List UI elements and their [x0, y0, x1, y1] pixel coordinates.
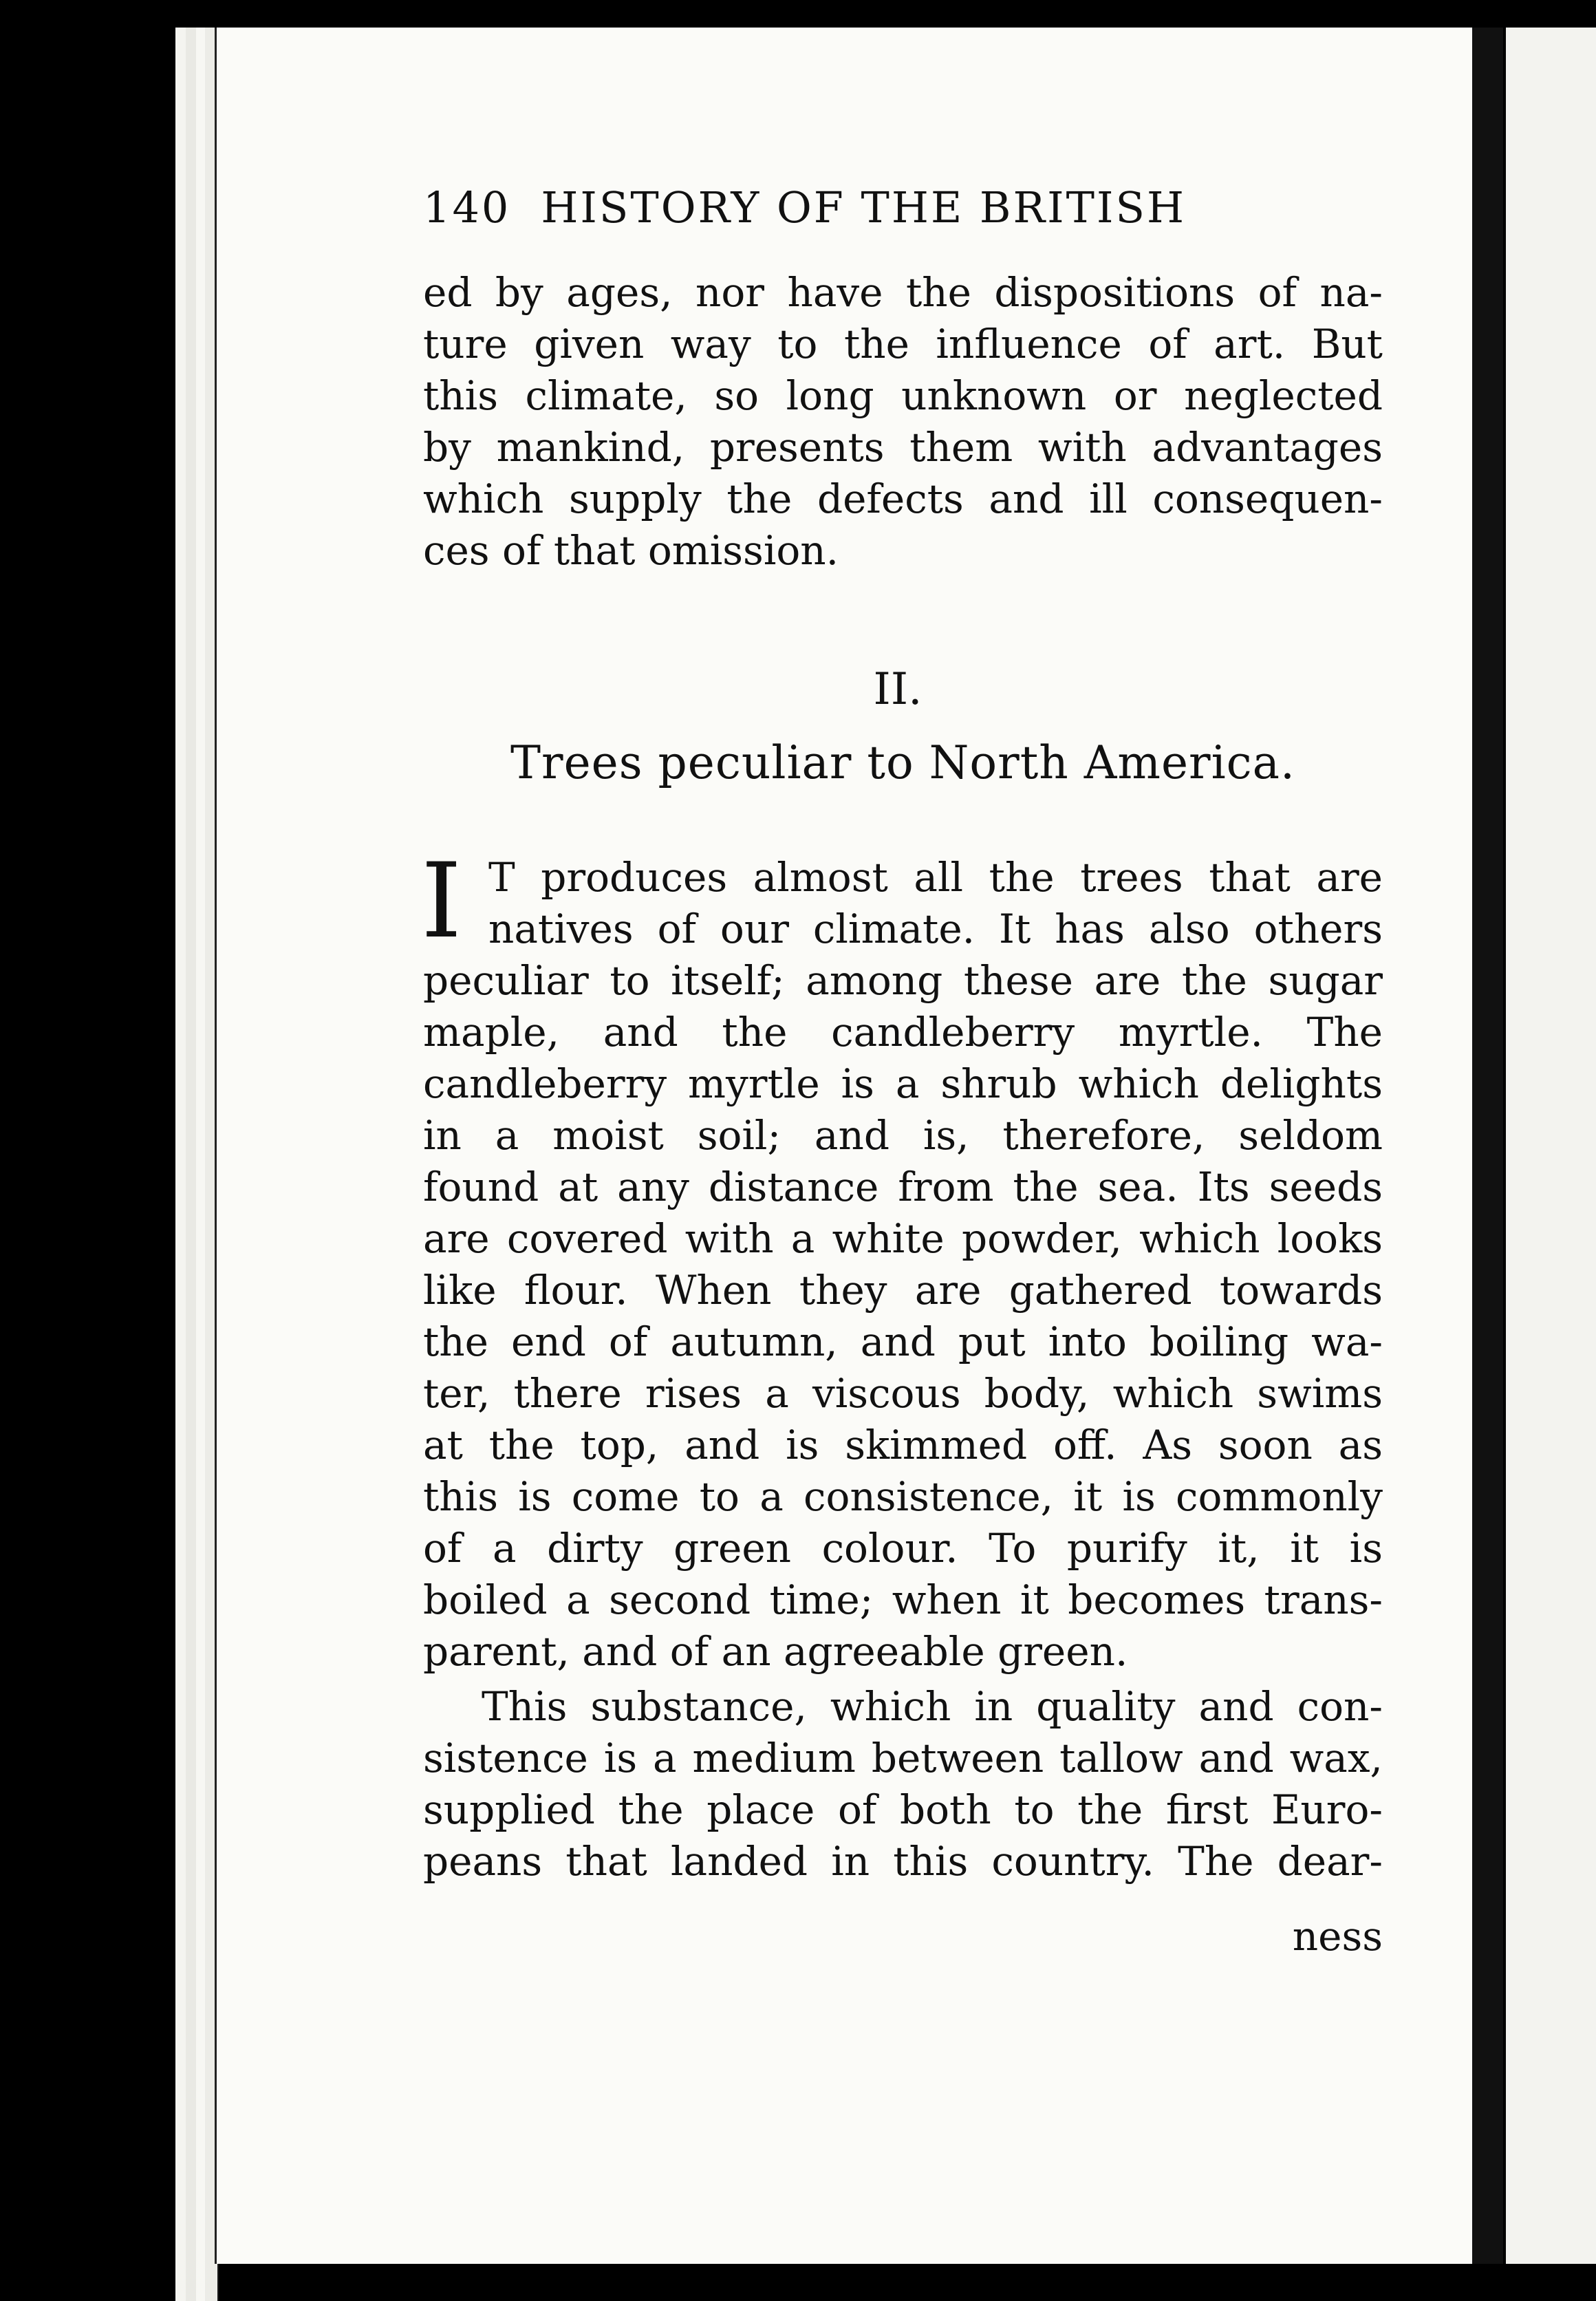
catchword: ness: [1292, 1913, 1383, 1960]
text-line: are covered with a white powder, which looks: [423, 1215, 1383, 1262]
text-line: which supply the defects and ill consequen-: [423, 475, 1383, 522]
text-line: the end of autumn, and put into boiling wa-: [423, 1318, 1383, 1365]
running-header: [423, 182, 1383, 233]
text-line: of a dirty green colour. To purify it, it is: [423, 1525, 1383, 1572]
text-line: this climate, so long unknown or neglected: [423, 372, 1383, 419]
text-line: by mankind, presents them with advantages: [423, 424, 1383, 471]
text-line: at the top, and is skimmed off. As soon as: [423, 1422, 1383, 1468]
text-line: peans that landed in this country. The dear-: [423, 1838, 1383, 1885]
running-title: HISTORY OF THE BRITISH: [541, 182, 1187, 233]
section-number: II.: [873, 664, 923, 715]
page-number: 140: [423, 182, 511, 233]
section-title: Trees peculiar to North America.: [510, 736, 1295, 789]
text-line: T produces almost all the trees that are: [488, 854, 1383, 901]
drop-cap: I: [421, 842, 462, 961]
text-line: in a moist soil; and is, therefore, seldom: [423, 1112, 1383, 1159]
text-line: like flour. When they are gathered towards: [423, 1267, 1383, 1314]
text-line: This substance, which in quality and con-: [482, 1683, 1383, 1730]
text-line: boiled a second time; when it becomes trans-: [423, 1576, 1383, 1623]
book-binding: [1472, 28, 1503, 2264]
facing-page-edge: [1503, 28, 1596, 2264]
text-line: sistence is a medium between tallow and wax,: [423, 1735, 1383, 1781]
text-line: ces of that omission.: [423, 527, 839, 574]
text-line: natives of our climate. It has also others: [488, 906, 1383, 952]
text-line: peculiar to itself; among these are the sugar: [423, 957, 1383, 1004]
text-line: found at any distance from the sea. Its seeds: [423, 1164, 1383, 1210]
text-line: parent, and of an agreeable green.: [423, 1628, 1128, 1675]
text-line: ed by ages, nor have the dispositions of na-: [423, 269, 1383, 316]
text-line: candleberry myrtle is a shrub which delights: [423, 1060, 1383, 1107]
text-line: ter, there rises a viscous body, which swims: [423, 1370, 1383, 1417]
text-line: maple, and the candleberry myrtle. The: [423, 1009, 1383, 1056]
text-line: ture given way to the influence of art. But: [423, 321, 1383, 367]
text-line: this is come to a consistence, it is commonly: [423, 1473, 1383, 1520]
text-line: supplied the place of both to the first Euro-: [423, 1786, 1383, 1833]
